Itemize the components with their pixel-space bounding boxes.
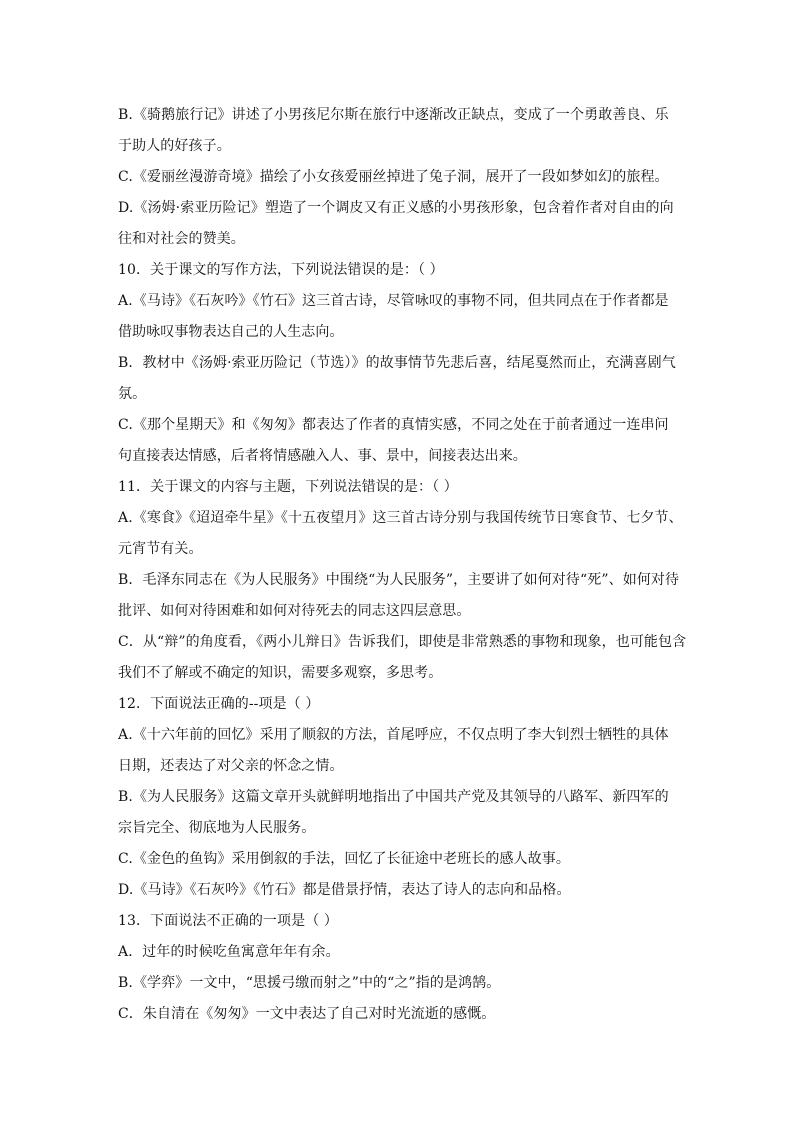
text-line: 借助咏叹事物表达自己的人生志向。 bbox=[118, 324, 344, 340]
text-line: B．毛泽东同志在《为人民服务》中围绕“为人民服务”，主要讲了如何对待“死”、如何对待 bbox=[118, 572, 680, 588]
question-heading: 12．下面说法正确的--项是（ ） bbox=[118, 696, 320, 712]
text-line: A．过年的时候吃鱼寓意年年有余。 bbox=[118, 944, 340, 960]
text-line: B.《骑鹅旅行记》讲述了小男孩尼尔斯在旅行中逐渐改正缺点，变成了一个勇敢善良、乐 bbox=[118, 107, 669, 123]
text-line: 宗旨完全、彻底地为人民服务。 bbox=[118, 820, 316, 836]
text-line: D.《汤姆·索亚历险记》塑造了一个调皮又有正义感的小男孩形象，包含着作者对自由的向 bbox=[118, 200, 674, 216]
text-line: 句直接表达情感，后者将情感融入人、事、景中，间接表达出来。 bbox=[118, 448, 527, 464]
text-line: 批评、如何对待困难和如何对待死去的同志这四层意思。 bbox=[118, 603, 471, 619]
text-line: 氛。 bbox=[118, 386, 147, 402]
text-line: C．朱自清在《匆匆》一文中表达了自己对时光流逝的感慨。 bbox=[118, 1006, 496, 1022]
text-line: 我们不了解或不确定的知识，需要多观察，多思考。 bbox=[118, 665, 443, 681]
question-heading: 13．下面说法不正确的一项是（ ） bbox=[118, 913, 338, 929]
text-line: 元宵节有关。 bbox=[118, 541, 203, 557]
text-line: B.《为人民服务》这篇文章开头就鲜明地指出了中国共产党及其领导的八路军、新四军的 bbox=[118, 789, 669, 805]
question-heading: 11．关于课文的内容与主题，下列说法错误的是：（ ） bbox=[118, 479, 458, 495]
text-line: 日期，还表达了对父亲的怀念之情。 bbox=[118, 758, 344, 774]
text-line: C.《金色的鱼钩》采用倒叙的手法，回忆了长征途中老班长的感人故事。 bbox=[118, 851, 570, 867]
text-line: C.《爱丽丝漫游奇境》描绘了小女孩爱丽丝掉进了兔子洞，展开了一段如梦如幻的旅程。 bbox=[118, 169, 669, 185]
text-line: A.《寒食》《迢迢牵牛星》《十五夜望月》这三首古诗分别与我国传统节日寒食节、七夕节、 bbox=[118, 510, 683, 526]
text-line: C．从“辩”的角度看，《两小儿辩日》告诉我们，即使是非常熟悉的事物和现象，也可能包含 bbox=[118, 634, 687, 650]
text-line: B．教材中《汤姆·索亚历险记（节选）》的故事情节先悲后喜，结尾戛然而止，充满喜剧气 bbox=[118, 355, 676, 371]
text-line: A.《十六年前的回忆》采用了顺叙的方法，首尾呼应，不仅点明了李大钊烈士牺牲的具体 bbox=[118, 727, 669, 743]
text-line: D.《马诗》《石灰吟》《竹石》都是借景抒情，表达了诗人的志向和品格。 bbox=[118, 882, 571, 898]
text-line: A.《马诗》《石灰吟》《竹石》这三首古诗，尽管咏叹的事物不同，但共同点在于作者都是 bbox=[118, 293, 669, 309]
text-line: 于助人的好孩子。 bbox=[118, 138, 231, 154]
text-line: B.《学弈》一文中，“思援弓缴而射之”中的“之”指的是鸿鹄。 bbox=[118, 975, 501, 991]
question-text-block bbox=[118, 100, 688, 1030]
text-line: 往和对社会的赞美。 bbox=[118, 231, 245, 247]
text-line: C.《那个星期天》和《匆匆》都表达了作者的真情实感，不同之处在于前者通过一连串问 bbox=[118, 417, 669, 433]
question-heading: 10．关于课文的写作方法，下列说法错误的是：（ ） bbox=[118, 262, 444, 278]
